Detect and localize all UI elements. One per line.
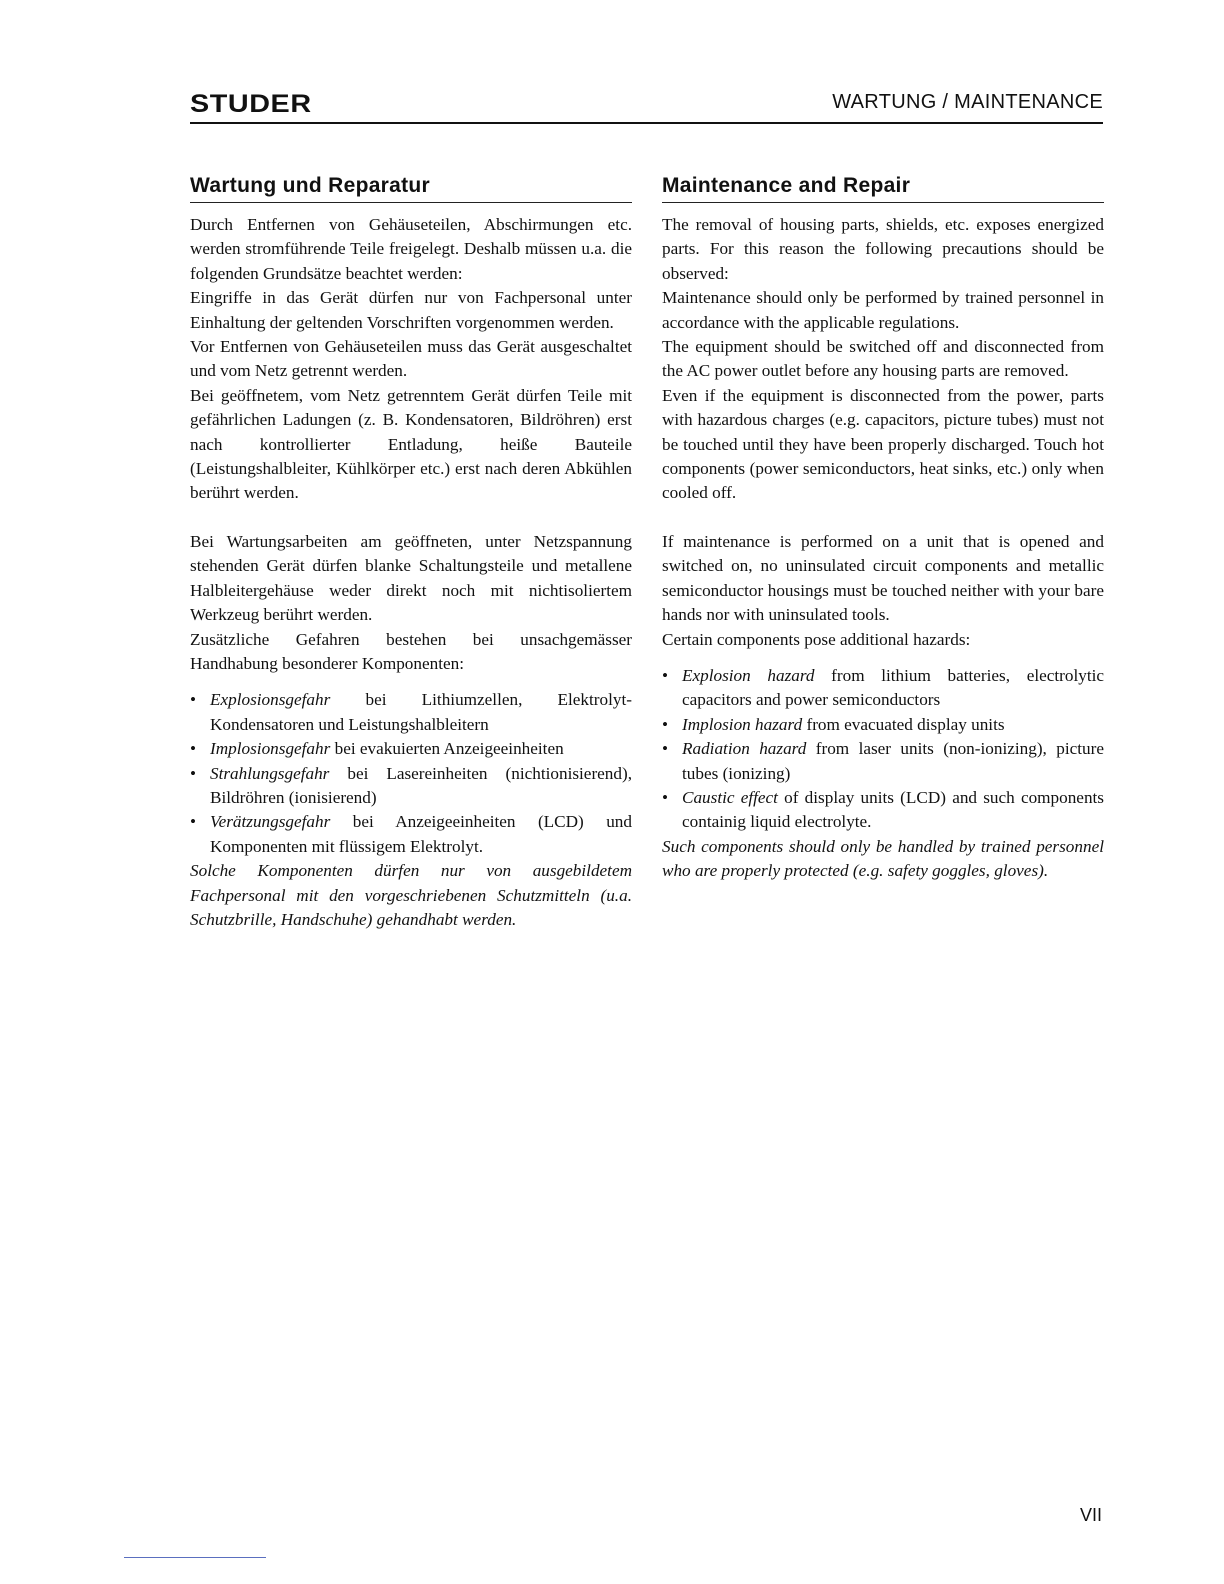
german-closing-note: Solche Komponenten dürfen nur von ausgebildetem Fachpersonal mit den vorgeschriebenen Schutzmitteln (u.a. Schutzbrille, Handschuhe) gehandhabt werden. — [190, 861, 632, 929]
bullet-icon: • — [662, 665, 669, 685]
hazard-text: of display units (LCD) and such components containig liquid electrolyte. — [682, 787, 1104, 832]
bullet-icon: • — [662, 714, 669, 734]
english-paragraph: Maintenance should only be performed by trained personnel in accordance with the applicable regulations. — [662, 288, 1104, 332]
english-paragraph: If maintenance is performed on a unit that is opened and switched on, no uninsulated circuit components and metallic semiconductor housings must be touched neither with your bare hands nor with uninsulated tools. — [662, 531, 1104, 625]
list-item — [190, 688, 632, 737]
bullet-icon: • — [662, 739, 669, 759]
english-paragraph: Even if the equipment is disconnected from the power, parts with hazardous charges (e.g. capacitors, picture tubes) must not be touched until they have been properly discharged. Touch hot components (power semiconductors, heat sinks, etc.) only when cooled off. — [662, 385, 1104, 503]
hazard-term: Strahlungsgefahr — [210, 763, 330, 783]
hazard-text: from laser units (non-ionizing), picture tubes (ionizing) — [682, 739, 1104, 783]
hazard-text: from evacuated display units — [802, 714, 1005, 734]
english-hazard-list — [662, 664, 1104, 835]
hazard-term: Implosion hazard — [682, 714, 803, 734]
bullet-icon: • — [190, 690, 197, 710]
hazard-text: from lithium batteries, electrolytic capacitors and power semiconductors — [682, 665, 1104, 710]
hazard-term: Caustic effect — [682, 787, 778, 807]
german-paragraph: Vor Entfernen von Gehäuseteilen muss das Gerät ausgeschaltet und vom Netz getrennt werden. — [190, 337, 632, 381]
hazard-term: Explosion hazard — [682, 665, 815, 685]
german-paragraph: Bei geöffnetem, vom Netz getrenntem Gerät dürfen Teile mit gefährlichen Ladungen (z. B. Kondensatoren, Bildröhren) erst nach kontrollierter Entladung, heiße Bauteile (Leistungshalbleiter, Kühlkörper etc.) erst nach deren Abkühlen berührt werden. — [190, 385, 632, 503]
german-paragraph: Eingriffe in das Gerät dürfen nur von Fachpersonal unter Einhaltung der geltenden Vorschriften vorgenommen werden. — [190, 288, 632, 332]
english-heading: Maintenance and Repair — [662, 174, 1104, 203]
bullet-icon: • — [190, 763, 197, 783]
hazard-text: bei Lithiumzellen, Elektrolyt-Kondensatoren und Leistungshalbleitern — [210, 690, 632, 734]
english-column — [662, 174, 1104, 884]
page-header — [190, 88, 1103, 124]
bullet-icon: • — [662, 787, 669, 807]
list-item — [662, 664, 1104, 713]
bottom-divider — [124, 1557, 266, 1558]
english-closing-note: Such components should only be handled by trained personnel who are properly protected (e.g. safety goggles, gloves). — [662, 836, 1104, 881]
bullet-icon: • — [190, 739, 197, 759]
list-item — [190, 810, 632, 859]
german-intro — [190, 213, 632, 506]
german-live-work — [190, 530, 632, 676]
list-item — [662, 713, 1104, 737]
hazard-text: bei Anzeigeeinheiten (LCD) und Komponenten mit flüssigem Elektrolyt. — [210, 812, 632, 856]
german-paragraph: Bei Wartungsarbeiten am geöffneten, unter Netzspannung stehenden Gerät dürfen blanke Schaltungsteile und metallene Halbleitergehäuse weder direkt noch mit nichtisoliertem Werkzeug berührt werden. — [190, 531, 632, 625]
english-paragraph: Certain components pose additional hazards: — [662, 629, 971, 649]
german-heading: Wartung und Reparatur — [190, 174, 632, 203]
hazard-text: bei evakuierten Anzeigeeinheiten — [330, 739, 564, 759]
english-intro — [662, 213, 1104, 506]
hazard-term: Implosionsgefahr — [210, 739, 331, 759]
hazard-term: Verätzungsgefahr — [210, 812, 331, 832]
list-item — [662, 786, 1104, 835]
german-paragraph: Zusätzliche Gefahren bestehen bei unsachgemässer Handhabung besonderer Komponenten: — [190, 629, 632, 673]
hazard-term: Explosionsgefahr — [210, 690, 331, 710]
english-paragraph: The equipment should be switched off and disconnected from the AC power outlet before any housing parts are removed. — [662, 337, 1104, 381]
header-section-title: WARTUNG / MAINTENANCE — [832, 91, 1103, 113]
list-item — [190, 737, 632, 761]
list-item — [190, 762, 632, 811]
list-item — [662, 737, 1104, 786]
english-live-work — [662, 530, 1104, 652]
studer-logo: STUDER — [190, 90, 312, 118]
bullet-icon: • — [190, 812, 197, 832]
english-paragraph: The removal of housing parts, shields, etc. exposes energized parts. For this reason the following precautions should be observed: — [662, 215, 1104, 283]
hazard-text: bei Lasereinheiten (nichtionisierend), Bildröhren (ionisierend) — [210, 763, 632, 807]
page-number: VII — [1079, 1505, 1102, 1525]
hazard-term: Radiation hazard — [682, 739, 807, 759]
german-hazard-list — [190, 688, 632, 859]
german-paragraph: Durch Entfernen von Gehäuseteilen, Abschirmungen etc. werden stromführende Teile freigelegt. Deshalb müssen u.a. die folgenden Grundsätze beachtet werden: — [190, 215, 632, 283]
german-column — [190, 174, 632, 932]
